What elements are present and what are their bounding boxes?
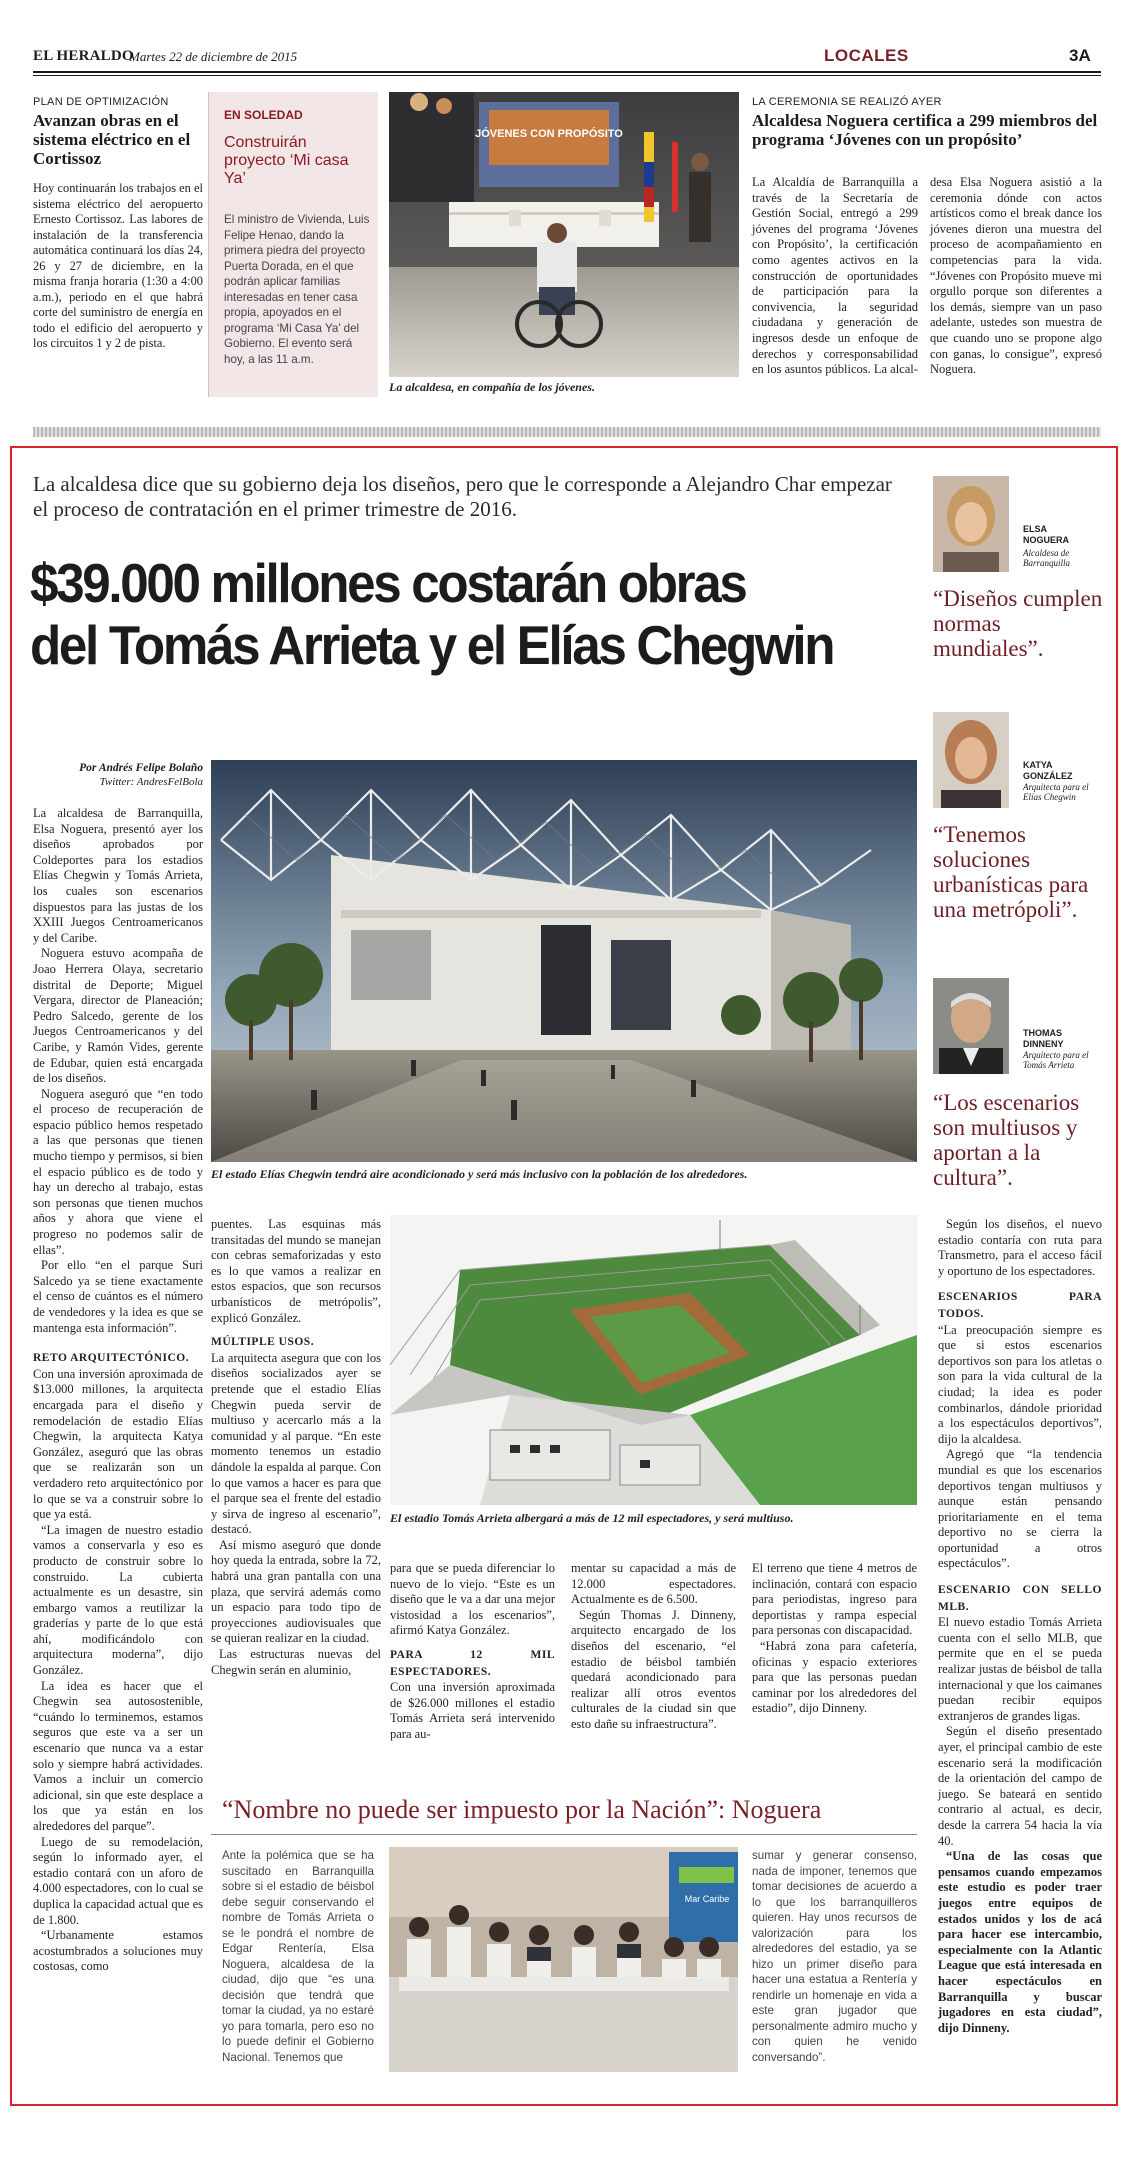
paragraph: para que se pueda diferenciar lo nuevo de lo viejo. “Este es un diseño que le va a dar una mejor vistosidad a los escenarios”, afirmó Katya González. xyxy=(390,1561,555,1638)
box-column-2: sumar y generar consenso, nada de imponer, tenemos que tomar decisiones de acuerdo a lo que los barranquilleros quieren. Hay unos recursos de valorización para los alrededores del estadio, ya se hizo un primer diseño para hacer una estatua a Rentería y rendirle un homenaje en vida a este gran jugador que personalmente admiro mucho y con quien he venido conversando”. xyxy=(752,1849,917,2064)
paragraph: “La imagen de nuestro estadio vamos a conservarla y eso es producto de construir sobre lo construido. La cubierta actualmente es un desastre, sin embargo vamos a reutilizar la graderías y parte de lo que está ahí, modificándolo con arquitectura moderna”, dijo González. xyxy=(33,1522,203,1678)
article-column-6 xyxy=(938,1217,1102,2036)
photo2-caption: El estadio Tomás Arrieta albergará a más de 12 mil espectadores, y será multiuso. xyxy=(390,1511,794,1525)
person-role: Arquitecta para el Elías Chegwin xyxy=(1023,782,1089,802)
feature-deck: La alcaldesa dice que su gobierno deja los diseños, pero que le corresponde a Alejandro Char empezar el proceso de contratación en el primer trimestre de 2016. xyxy=(33,472,892,521)
paragraph: “Una de las cosas que pensamos cuando empezamos este estudio es poder traer juegos entre equipos de estados unidos y los de acá para hacer ese intercambio, especialmente con la Atlantic League que está interesada en hacer espectáculos en Barranquilla y buscar jugadores en esta ciudad”, dijo Dinneny. xyxy=(938,1849,1102,2035)
article-column-1 xyxy=(33,806,203,1975)
story-cortissoz xyxy=(33,96,203,352)
person-role: Arquitecto para el Tomás Arrieta xyxy=(1023,1050,1089,1070)
paper-date: Martes 22 de diciembre de 2015 xyxy=(129,49,298,64)
headline-line2: del Tomás Arrieta y el Elías Chegwin xyxy=(30,614,834,676)
story-body: Hoy continuarán los trabajos en el sistema eléctrico del aeropuerto Ernesto Cortissoz. Las labores de instalación de la transferencia automática continuará los días 24, 26 y 27 de diciembre, en la misma franja horaria (1:30 a 4:00 a.m.), periodo en el que habrá corte del suministro de energía en todo el edificio del aeropuerto y los circuitos 1 y 2 de pista. xyxy=(33,181,203,350)
paragraph: mentar su capacidad a más de 12.000 espectadores. Actualmente es de 6.500. xyxy=(571,1561,736,1607)
story-jovenes xyxy=(752,96,1102,149)
subhead-12mil: PARA 12 MIL ESPECTADORES. xyxy=(390,1648,555,1678)
subhead-mlb: ESCENARIO CON SELLO MLB. xyxy=(938,1584,1102,1613)
byline-author: Por Andrés Felipe Bolaño xyxy=(79,762,203,774)
masthead-rule-thin xyxy=(33,75,1101,76)
photo-jovenes xyxy=(389,92,739,377)
photo-arrieta-render xyxy=(390,1215,917,1505)
banner-text: JÓVENES CON PROPÓSITO xyxy=(475,128,623,140)
person-name: KATYA GONZÁLEZ xyxy=(1023,760,1073,781)
article-column-4 xyxy=(571,1561,736,1733)
paragraph: Según Thomas J. Dinneny, arquitecto encargado de los diseños del escenario, “el estadio de béisbol también quedará acondicionado para realizar allí otros eventos culturales de la ciudad sin que esto dañe su infraestructura”. xyxy=(571,1607,736,1731)
byline xyxy=(33,761,203,789)
paragraph: puentes. Las esquinas más transitadas del mundo se manejan con cebras semaforizadas y esto es lo que vamos a realizar en estos espacios, que son recursos urbanísticos de metrópolis”, explicó González. xyxy=(211,1217,381,1325)
article-column-3 xyxy=(390,1561,555,1743)
person-quote: “Tenemos soluciones urbanísticas para una metrópoli”. xyxy=(933,822,1089,922)
paragraph: La alcaldesa de Barranquilla, Elsa Noguera, presentó ayer los diseños aprobados por Coldeportes para los estadios Elías Chegwin y Tomás Arrieta, los cuales son escenarios dispuestos para las justas de los XXIII Juegos Centroamericanos y del Caribe. xyxy=(33,806,203,945)
masthead-rule xyxy=(33,71,1101,73)
paragraph: Noguera aseguró que “en todo el proceso de recuperación de espacio público hemos respetado a las que personas que tienen mucho tiempo y permisos, si bien el espacio público es de todo y hay un derecho al trabajo, estas son personas que tienen muchos años y ahora que viene el progreso no podemos salir de ellas”. xyxy=(33,1086,203,1257)
subhead-reto: RETO ARQUITECTÓNICO. xyxy=(33,1352,190,1365)
paragraph: “Urbanamente estamos acostumbrados a soluciones muy costosas, como xyxy=(33,1928,203,1974)
byline-twitter: Twitter: AndresFelBola xyxy=(99,776,203,788)
paragraph: Agregó que “la tendencia mundial es que los escenarios deportivos tengan multiusos y aunque están pensando prioritariamente en el tema deportivo no se cierra la oportunidad a otros espectáculos”. xyxy=(938,1447,1102,1571)
box-headline: “Nombre no puede ser impuesto por la Nación”: Noguera xyxy=(222,1795,822,1824)
paragraph: “La preocupación siempre es que si estos escenarios deportivos son para los atletas o son para la vida cultural de la ciudad; la idea es poder combinarlos, dándole prioridad a los espectáculos deportivos”, dijo la alcaldesa. xyxy=(938,1322,1102,1446)
story-kicker: LA CEREMONIA SE REALIZÓ AYER xyxy=(752,96,942,108)
portrait-noguera xyxy=(933,476,1009,572)
box-rule xyxy=(211,1834,917,1835)
paragraph: El terreno que tiene 4 metros de inclinación, contará con espacio para periodistas, ingreso para deportistas y rampa especial para personas con discapacidad. xyxy=(752,1561,917,1638)
paragraph: La idea es hacer que el Chegwin sea autosostenible, “cuándo lo terminemos, estamos seguros que este va a ser un escenario que nunca va a estar solo y siempre habrá actividades. Vamos a incluir un comercio adicional, sin que este desplace a los que ya están en los alrededores del parque”. xyxy=(33,1678,203,1833)
story-kicker: EN SOLEDAD xyxy=(224,108,303,122)
paragraph: Según el diseño presentado ayer, el principal cambio de este escenario será la modificación de la orientación del campo de juego. Se bateará en sentido contrario al actual, es decir, desde la carrera 54 hacia la vía 40. xyxy=(938,1724,1102,1848)
paper-name: EL HERALDO xyxy=(33,48,134,64)
paragraph: El nuevo estadio Tomás Arrieta cuenta con el sello MLB, que permite que en el se pueda realizar justas de béisbol de talla internacional y que los caimanes puedan recibir equipos extranjeros de grandes ligas. xyxy=(938,1615,1102,1723)
person-quote: “Los escenarios son multiusos y aportan a la cultura”. xyxy=(933,1090,1080,1190)
page-number: 3A xyxy=(1069,46,1091,65)
person-name: ELSA NOGUERA xyxy=(1023,524,1070,545)
section-name: LOCALES xyxy=(824,46,909,65)
story-headline: Alcaldesa Noguera certifica a 299 miembros del programa ‘Jóvenes con un propósito’ xyxy=(752,111,1098,149)
paragraph: Noguera estuvo acompaña de Joao Herrera Olaya, secretario distrital de Deporte; Miguel Vergara, director de Planeación; Pedro Salcedo, gerente de los Juegos Centroamericanos y del Caribe, y Ramón Vides, gerente de Edubar, quien está encargada de los diseños. xyxy=(33,946,203,1086)
paragraph: “Habrá zona para cafetería, oficinas y espacio exteriores para que las personas puedan caminar por los alrededores del estadio”, dijo Dinneny. xyxy=(752,1638,917,1716)
photo-chegwin-render xyxy=(211,760,917,1162)
person-name: THOMAS DINNENY xyxy=(1023,1028,1064,1049)
person-role: Alcaldesa de Barranquilla xyxy=(1023,548,1071,568)
paragraph: Luego de su remodelación, según lo informado ayer, el estadio contará con un aforo de 4.000 espectadores, con lo cual se duplica la capacidad actual que es de 1.800. xyxy=(33,1834,203,1927)
article-column-5 xyxy=(752,1561,917,1717)
person-quote: “Diseños cumplen normas mundiales”. xyxy=(933,586,1103,661)
paragraph: Con una inversión aproximada de $26.000 millones el estadio Tomás Arrieta será intervenido para au- xyxy=(390,1680,555,1741)
headline-line1: $39.000 millones costarán obras xyxy=(30,552,746,614)
section-separator xyxy=(33,427,1101,437)
photo-caption: La alcaldesa, en compañía de los jóvenes. xyxy=(389,380,595,394)
feature-headline xyxy=(30,552,930,676)
story-headline: Construirán proyecto ‘Mi casa Ya’ xyxy=(224,134,349,187)
story-jovenes-col2: desa Elsa Noguera asistió a la ceremonia dónde con actos artísticos como el break dance los jóvenes dieron una muestra del proceso de acompañamiento en competencias para la vida. “Jóvenes con Propósito mueve mi orgullo porque son diferentes a los demás, siempre van un paso adelante, ustedes son muestra de que cuando uno se propone algo con ganas, lo consigue”, expresó Noguera. xyxy=(930,175,1102,377)
paragraph: Las estructuras nuevas del Chegwin serán en aluminio, xyxy=(211,1647,381,1677)
photo1-caption: El estado Elías Chegwin tendrá aire acondicionado y será más inclusivo con la población de los alrededores. xyxy=(211,1167,748,1181)
paragraph: Así mismo aseguró que donde hoy queda la entrada, sobre la 72, habrá una gran pantalla con una plaza, que servirá además como un espacio para todo tipo de proyecciones audiovisuales que se quieran realizar en la ciudad. xyxy=(211,1537,381,1646)
story-soledad-box xyxy=(208,92,378,397)
article-column-2 xyxy=(211,1217,381,1678)
paragraph: Con una inversión aproximada de $13.000 millones, la arquitecta encargada para el diseño y remodelación de estadio Elías Chegwin, la arquitecta Katya González, aseguró que las obras que se realizarán son un verdadero reto arquitectónico por lo que se va a construir sobre lo que ya está. xyxy=(33,1366,203,1522)
press-banner: Mar Caribe xyxy=(684,1894,730,1904)
story-jovenes-col1: La Alcaldía de Barranquilla a través de la Secretaría de Gestión Social, entregó a 299 jóvenes del programa ‘Jóvenes con Propósito’, la certificación como agentes activos en la construcción de oportunidades de participación para la convivencia, la seguridad ciudadana y generación de ingresos desde un enfoque de derechos y corresponsabilidad en los asuntos públicos. La alcal- xyxy=(752,175,918,377)
box-column-1: Ante la polémica que se ha suscitado en Barranquilla sobre si el estadio de béisbol debe seguir conservando el nombre de Tomás Arrieta o se le pondrá el nombre de Edgar Rentería, Elsa Noguera, alcaldesa de la ciudad, dijo que “es una decisión que tendrá que tomar la ciudad, ya no estaré yo para tomarla, pero eso no lo puede definir el Gobierno Nacional. Tenemos que xyxy=(222,1849,374,2064)
portrait-dinneny xyxy=(933,978,1009,1074)
masthead xyxy=(33,44,1101,70)
paragraph: La arquitecta asegura que con los diseños socializados ayer se pretende que el estadio Elías Chegwin pueda servir de multiuso y acercarlo más a la comunidad y al parque. “En este momento tenemos un estadio dándole la espalda al parque. Con lo que vamos a hacer es para que el parque sea el frente del estadio y sirva de ingreso al escenario”, destacó. xyxy=(211,1350,381,1537)
photo-press-conference xyxy=(389,1847,738,2072)
story-kicker: PLAN DE OPTIMIZACIÓN xyxy=(33,96,169,108)
subhead-escenarios: ESCENARIOS PARA TODOS. xyxy=(938,1291,1102,1320)
paragraph: Según los diseños, el nuevo estadio contaría con ruta para Transmetro, para el acceso fácil y oportuno de los espectadores. xyxy=(938,1217,1102,1278)
subhead-multiple: MÚLTIPLE USOS. xyxy=(211,1336,315,1349)
story-body: El ministro de Vivienda, Luis Felipe Henao, dando la primera piedra del proyecto Puerta Dorada, en el que podrán aplicar familias interesadas en tener casa propia, apoyados en el programa ‘Mi Casa Ya’ del Gobierno. El evento será hoy, a las 11 a.m. xyxy=(224,213,370,366)
portrait-gonzalez xyxy=(933,712,1009,808)
story-headline: Avanzan obras en el sistema eléctrico en el Cortissoz xyxy=(33,111,191,168)
paragraph: Por ello “en el parque Suri Salcedo ya se tiene exactamente el censo de cuántos es el número de vendedores y la idea es que se mantenga esta información”. xyxy=(33,1258,203,1335)
